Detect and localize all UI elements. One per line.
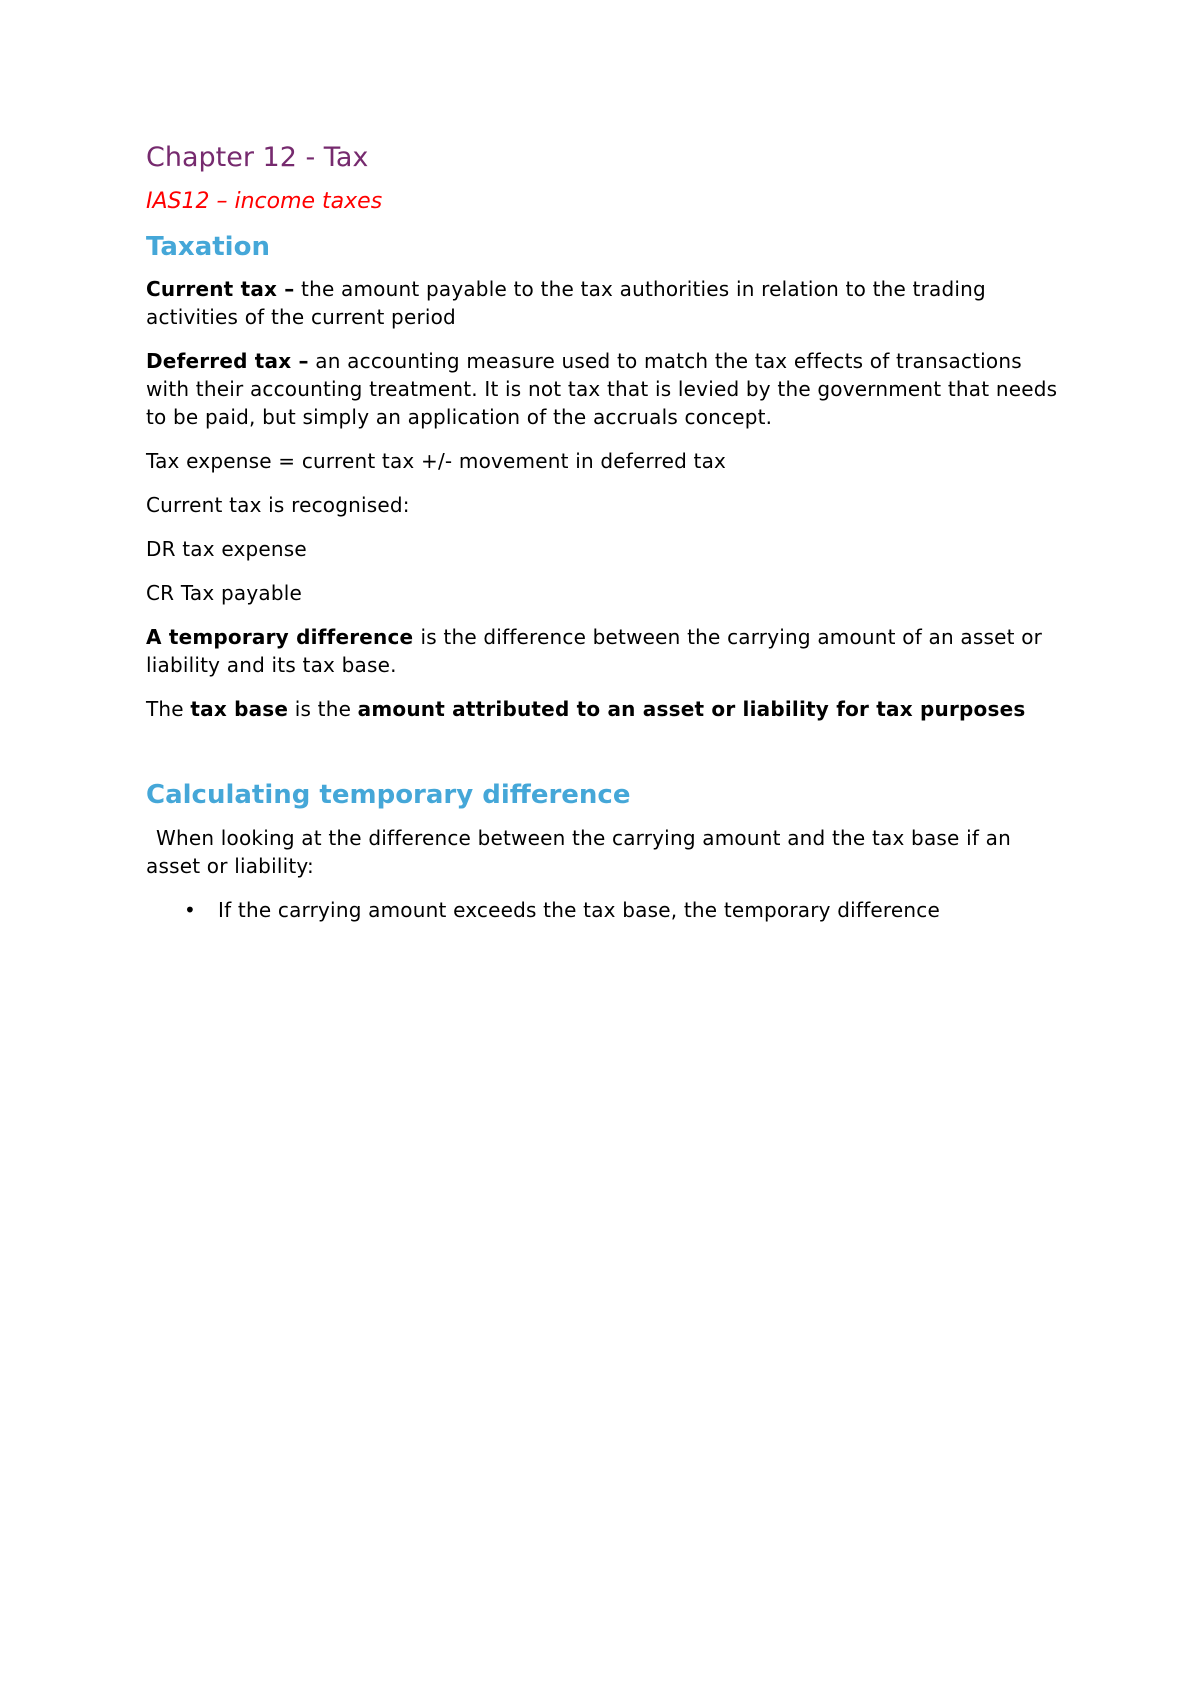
- section-spacer: [146, 739, 1066, 779]
- deferred-tax-term: Deferred tax –: [146, 349, 309, 374]
- temporary-difference-definition: is the difference between the carrying amount of an asset or liability and its tax base.: [146, 625, 1043, 678]
- tax-base-paragraph: [146, 695, 1066, 723]
- list-item: [146, 896, 1066, 924]
- bullet-text: If the carrying amount exceeds the tax base, the temporary difference: [218, 897, 940, 922]
- tax-expense-formula: Tax expense = current tax +/- movement in deferred tax: [146, 449, 727, 474]
- calculating-intro: When looking at the difference between the carrying amount and the tax base if an asset or liability:: [146, 825, 1011, 878]
- bullet-icon: •: [184, 897, 196, 922]
- debit-line: DR tax expense: [146, 537, 307, 562]
- current-tax-term: Current tax –: [146, 277, 295, 302]
- page-subtitle: IAS12 – income taxes: [146, 189, 383, 215]
- temporary-difference-paragraph: [146, 623, 1066, 679]
- tax-base-definition: amount attributed to an asset or liability for tax purposes: [357, 697, 1026, 722]
- temporary-difference-term: A temporary difference: [146, 625, 421, 650]
- tax-base-term: tax base: [190, 697, 289, 722]
- section-heading-taxation: Taxation: [146, 231, 270, 262]
- section-heading-calculating: Calculating temporary difference: [146, 780, 631, 811]
- page-content: [146, 142, 1066, 924]
- credit-line: CR Tax payable: [146, 581, 302, 606]
- deferred-tax-paragraph: [146, 347, 1066, 431]
- current-tax-paragraph: [146, 275, 1066, 331]
- current-tax-definition: the amount payable to the tax authorities in relation to the trading activities of the current period: [146, 277, 986, 330]
- recognised-intro: Current tax is recognised:: [146, 493, 410, 518]
- deferred-tax-definition: an accounting measure used to match the tax effects of transactions with their accounting treatment. It is not tax that is levied by the government that needs to be paid, but simply an application of the accruals concept.: [146, 349, 1058, 430]
- page-title: Chapter 12 - Tax: [146, 142, 369, 173]
- tax-base-prefix: The: [146, 697, 191, 722]
- bullet-list: [146, 896, 1066, 924]
- tax-base-middle: is the: [288, 697, 358, 722]
